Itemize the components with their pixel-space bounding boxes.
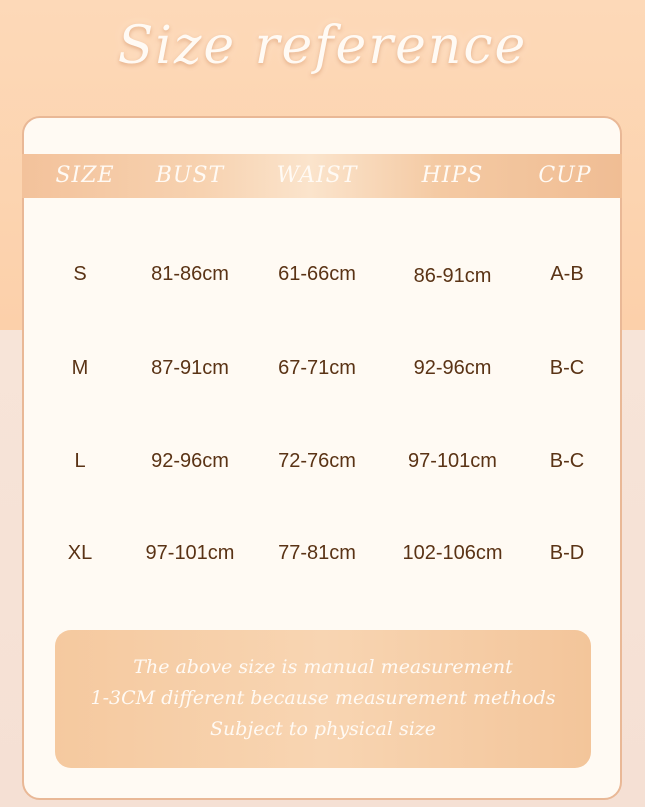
table-cell-bust: 97-101cm — [145, 542, 235, 564]
table-cell-size: M — [71, 357, 89, 379]
table-cell-size: S — [73, 263, 87, 285]
table-cell-cup: B-D — [549, 542, 585, 564]
table-cell-bust: 92-96cm — [151, 450, 229, 472]
note-line-3: Subject to physical size — [209, 718, 437, 740]
table-cell-hips: 97-101cm — [408, 450, 497, 472]
table-cell-size: L — [74, 450, 86, 472]
table-cell-waist: 61-66cm — [278, 263, 356, 285]
table-cell-cup: A-B — [550, 263, 584, 285]
table-cell-waist: 67-71cm — [278, 357, 356, 379]
table-cell-waist: 77-81cm — [278, 542, 356, 564]
note-line-2: 1-3CM different because measurement methods — [90, 687, 556, 709]
table-cell-hips: 102-106cm — [402, 542, 503, 564]
note-line-1: The above size is manual measurement — [133, 656, 513, 678]
table-cell-hips: 92-96cm — [413, 357, 492, 379]
table-cell-size: XL — [67, 542, 93, 564]
header-size: SIZE — [55, 163, 115, 188]
table-cell-cup: B-C — [549, 357, 585, 379]
table-cell-waist: 72-76cm — [278, 450, 356, 472]
page-title: Size reference — [117, 16, 528, 76]
table-cell-bust: 81-86cm — [151, 263, 229, 285]
table-cell-hips: 86-91cm — [413, 265, 492, 287]
header-hips: HIPS — [421, 163, 484, 188]
header-cup: CUP — [538, 163, 592, 188]
header-bust: BUST — [155, 163, 225, 188]
header-waist: WAIST — [276, 163, 358, 188]
table-cell-cup: B-C — [549, 450, 585, 472]
table-cell-bust: 87-91cm — [151, 357, 229, 379]
